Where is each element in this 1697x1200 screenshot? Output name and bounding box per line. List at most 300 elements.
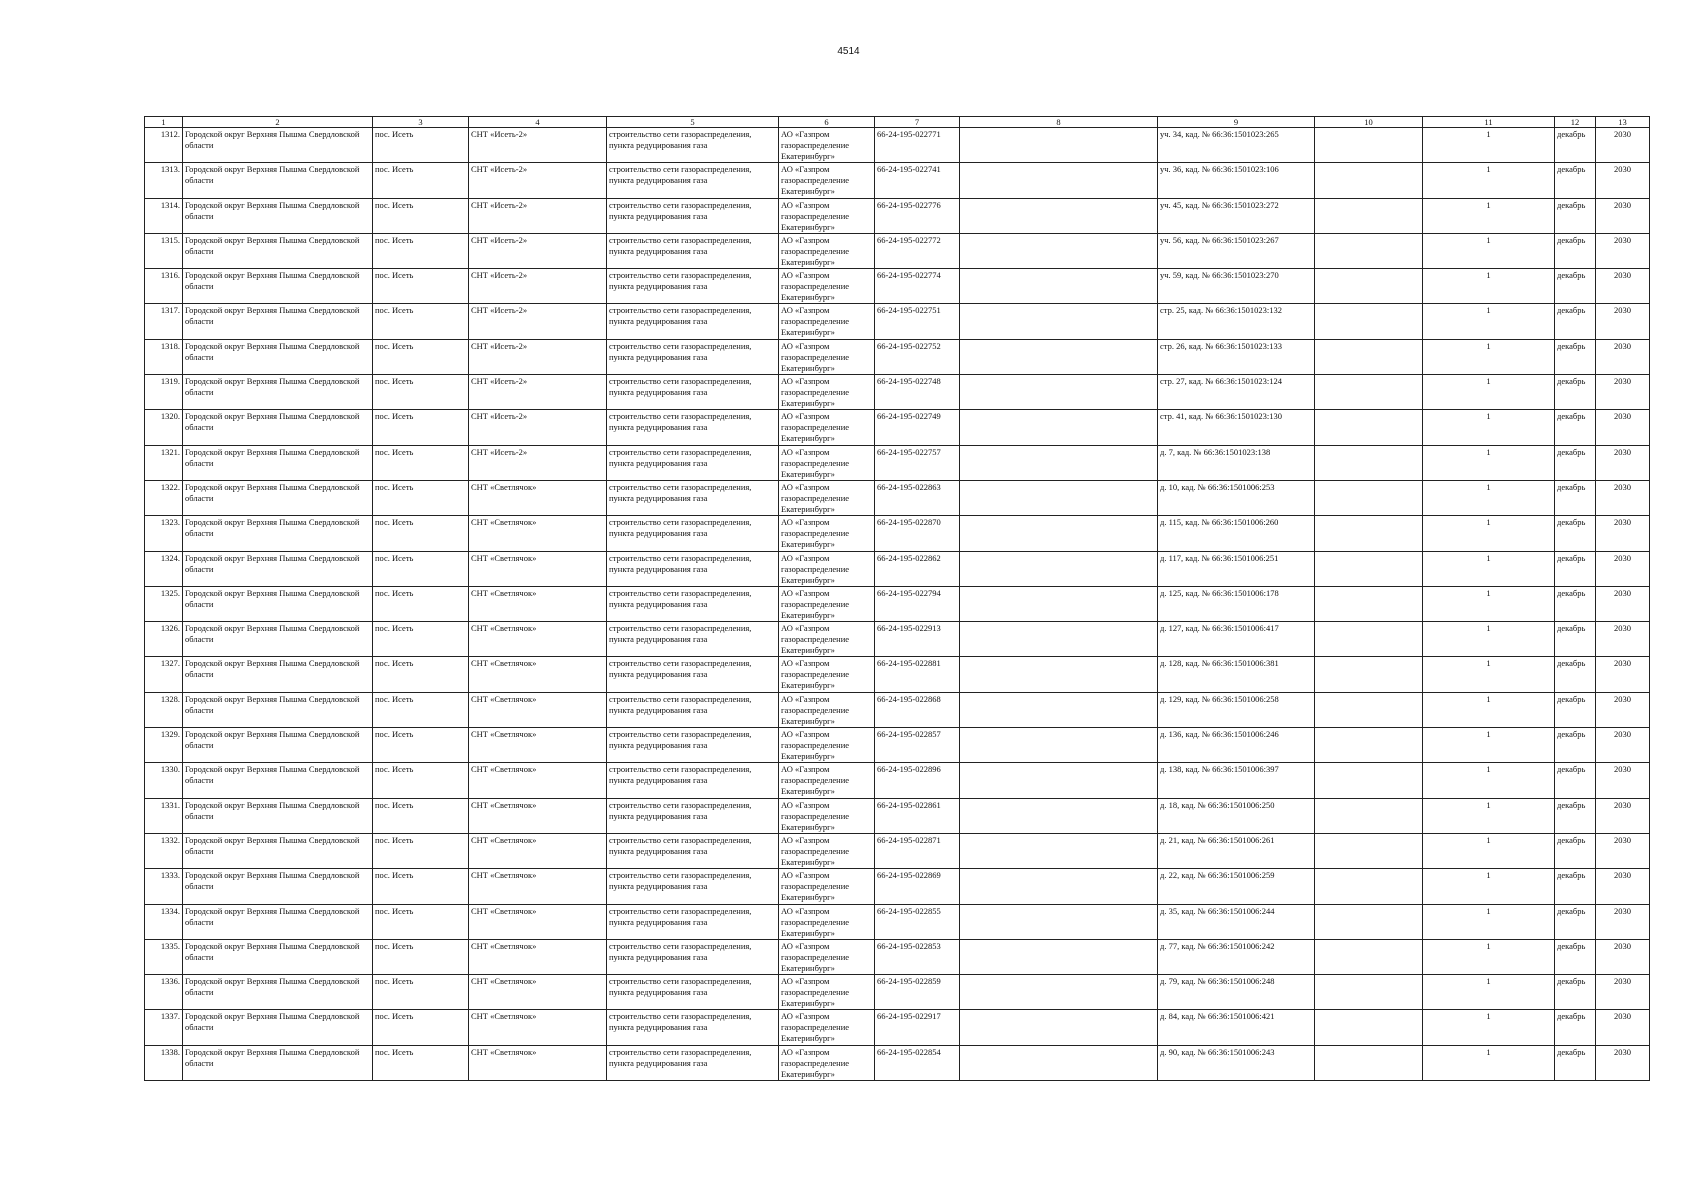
cell-settlement: пос. Исеть — [373, 198, 469, 233]
table-row — [145, 480, 1650, 515]
cell-work-type: строительство сети газораспределения, пункта редуцирования газа — [607, 445, 779, 480]
cell-row-number: 1338. — [145, 1045, 183, 1080]
table-row — [145, 516, 1650, 551]
cell-plot-address: стр. 26, кад. № 66:36:1501023:133 — [1158, 339, 1315, 374]
cell-year: 2030 — [1596, 586, 1650, 621]
cell-request-number: 66-24-195-022862 — [875, 551, 960, 586]
cell-plot-address: уч. 36, кад. № 66:36:1501023:106 — [1158, 163, 1315, 198]
cell-year: 2030 — [1596, 551, 1650, 586]
cell-blank-cell — [960, 445, 1158, 480]
column-header: 4 — [469, 117, 607, 128]
cell-request-number: 66-24-195-022863 — [875, 480, 960, 515]
cell-snt-name: СНТ «Исеть-2» — [469, 128, 607, 163]
cell-month: декабрь — [1555, 939, 1596, 974]
cell-municipality: Городской округ Верхняя Пышма Свердловской области — [183, 1010, 373, 1045]
cell-month: декабрь — [1555, 657, 1596, 692]
table-row — [145, 445, 1650, 480]
cell-municipality: Городской округ Верхняя Пышма Свердловской области — [183, 657, 373, 692]
cell-year: 2030 — [1596, 763, 1650, 798]
cell-request-number: 66-24-195-022771 — [875, 128, 960, 163]
cell-settlement: пос. Исеть — [373, 480, 469, 515]
cell-blank-cell — [1315, 763, 1423, 798]
cell-plot-address: д. 18, кад. № 66:36:1501006:250 — [1158, 798, 1315, 833]
cell-municipality: Городской округ Верхняя Пышма Свердловской области — [183, 198, 373, 233]
cell-snt-name: СНТ «Светлячок» — [469, 763, 607, 798]
cell-plot-address: д. 127, кад. № 66:36:1501006:417 — [1158, 622, 1315, 657]
cell-settlement: пос. Исеть — [373, 869, 469, 904]
page-number: 4514 — [837, 46, 860, 57]
cell-blank-cell — [1315, 551, 1423, 586]
cell-plot-address: стр. 41, кад. № 66:36:1501023:130 — [1158, 410, 1315, 445]
cell-blank-cell — [960, 692, 1158, 727]
cell-work-type: строительство сети газораспределения, пункта редуцирования газа — [607, 233, 779, 268]
cell-row-number: 1336. — [145, 975, 183, 1010]
cell-row-number: 1333. — [145, 869, 183, 904]
table-row — [145, 410, 1650, 445]
column-header: 5 — [607, 117, 779, 128]
cell-snt-name: СНТ «Светлячок» — [469, 904, 607, 939]
table-row — [145, 763, 1650, 798]
cell-year: 2030 — [1596, 375, 1650, 410]
cell-municipality: Городской округ Верхняя Пышма Свердловской области — [183, 551, 373, 586]
cell-settlement: пос. Исеть — [373, 1010, 469, 1045]
cell-municipality: Городской округ Верхняя Пышма Свердловской области — [183, 269, 373, 304]
cell-operator: АО «Газпром газораспределение Екатеринбург» — [779, 939, 875, 974]
cell-blank-cell — [960, 339, 1158, 374]
column-header: 12 — [1555, 117, 1596, 128]
cell-operator: АО «Газпром газораспределение Екатеринбург» — [779, 728, 875, 763]
cell-blank-cell — [1315, 163, 1423, 198]
cell-plot-address: д. 22, кад. № 66:36:1501006:259 — [1158, 869, 1315, 904]
cell-settlement: пос. Исеть — [373, 798, 469, 833]
cell-row-number: 1328. — [145, 692, 183, 727]
cell-blank-cell — [1315, 728, 1423, 763]
cell-month: декабрь — [1555, 622, 1596, 657]
cell-plot-address: стр. 25, кад. № 66:36:1501023:132 — [1158, 304, 1315, 339]
cell-year: 2030 — [1596, 692, 1650, 727]
cell-request-number: 66-24-195-022794 — [875, 586, 960, 621]
cell-row-number: 1327. — [145, 657, 183, 692]
cell-plot-address: д. 84, кад. № 66:36:1501006:421 — [1158, 1010, 1315, 1045]
cell-blank-cell — [960, 763, 1158, 798]
cell-operator: АО «Газпром газораспределение Екатеринбург» — [779, 763, 875, 798]
cell-operator: АО «Газпром газораспределение Екатеринбург» — [779, 410, 875, 445]
cell-request-number: 66-24-195-022871 — [875, 833, 960, 868]
cell-blank-cell — [1315, 128, 1423, 163]
cell-year: 2030 — [1596, 904, 1650, 939]
cell-month: декабрь — [1555, 269, 1596, 304]
cell-settlement: пос. Исеть — [373, 410, 469, 445]
cell-row-number: 1334. — [145, 904, 183, 939]
cell-row-number: 1321. — [145, 445, 183, 480]
cell-blank-cell — [1315, 304, 1423, 339]
cell-blank-cell — [960, 269, 1158, 304]
cell-month: декабрь — [1555, 798, 1596, 833]
cell-request-number: 66-24-195-022853 — [875, 939, 960, 974]
table-row — [145, 269, 1650, 304]
cell-year: 2030 — [1596, 339, 1650, 374]
cell-snt-name: СНТ «Исеть-2» — [469, 233, 607, 268]
cell-operator: АО «Газпром газораспределение Екатеринбург» — [779, 904, 875, 939]
cell-month: декабрь — [1555, 904, 1596, 939]
cell-plot-address: д. 79, кад. № 66:36:1501006:248 — [1158, 975, 1315, 1010]
cell-operator: АО «Газпром газораспределение Екатеринбург» — [779, 622, 875, 657]
cell-month: декабрь — [1555, 375, 1596, 410]
cell-snt-name: СНТ «Светлячок» — [469, 692, 607, 727]
cell-settlement: пос. Исеть — [373, 622, 469, 657]
cell-month: декабрь — [1555, 1010, 1596, 1045]
cell-work-type: строительство сети газораспределения, пункта редуцирования газа — [607, 833, 779, 868]
cell-blank-cell — [1315, 516, 1423, 551]
cell-request-number: 66-24-195-022868 — [875, 692, 960, 727]
cell-snt-name: СНТ «Светлячок» — [469, 1010, 607, 1045]
cell-operator: АО «Газпром газораспределение Екатеринбург» — [779, 798, 875, 833]
cell-row-number: 1322. — [145, 480, 183, 515]
cell-year: 2030 — [1596, 198, 1650, 233]
table-row — [145, 304, 1650, 339]
cell-work-type: строительство сети газораспределения, пункта редуцирования газа — [607, 869, 779, 904]
cell-municipality: Городской округ Верхняя Пышма Свердловской области — [183, 833, 373, 868]
cell-municipality: Городской округ Верхняя Пышма Свердловской области — [183, 586, 373, 621]
cell-settlement: пос. Исеть — [373, 1045, 469, 1080]
cell-plot-address: уч. 56, кад. № 66:36:1501023:267 — [1158, 233, 1315, 268]
cell-settlement: пос. Исеть — [373, 163, 469, 198]
cell-municipality: Городской округ Верхняя Пышма Свердловской области — [183, 692, 373, 727]
cell-row-number: 1320. — [145, 410, 183, 445]
cell-request-number: 66-24-195-022896 — [875, 763, 960, 798]
cell-quantity: 1 — [1423, 375, 1555, 410]
cell-operator: АО «Газпром газораспределение Екатеринбург» — [779, 480, 875, 515]
cell-snt-name: СНТ «Исеть-2» — [469, 339, 607, 374]
table-row — [145, 869, 1650, 904]
cell-blank-cell — [1315, 410, 1423, 445]
cell-municipality: Городской округ Верхняя Пышма Свердловской области — [183, 480, 373, 515]
column-header: 11 — [1423, 117, 1555, 128]
cell-blank-cell — [1315, 622, 1423, 657]
column-header: 8 — [960, 117, 1158, 128]
table-row — [145, 163, 1650, 198]
cell-settlement: пос. Исеть — [373, 904, 469, 939]
cell-request-number: 66-24-195-022855 — [875, 904, 960, 939]
cell-plot-address: уч. 45, кад. № 66:36:1501023:272 — [1158, 198, 1315, 233]
cell-settlement: пос. Исеть — [373, 551, 469, 586]
cell-year: 2030 — [1596, 622, 1650, 657]
cell-blank-cell — [1315, 939, 1423, 974]
cell-blank-cell — [1315, 904, 1423, 939]
cell-plot-address: д. 138, кад. № 66:36:1501006:397 — [1158, 763, 1315, 798]
cell-blank-cell — [1315, 1010, 1423, 1045]
table-row — [145, 622, 1650, 657]
cell-snt-name: СНТ «Светлячок» — [469, 657, 607, 692]
cell-year: 2030 — [1596, 304, 1650, 339]
cell-settlement: пос. Исеть — [373, 445, 469, 480]
cell-row-number: 1324. — [145, 551, 183, 586]
cell-snt-name: СНТ «Светлячок» — [469, 1045, 607, 1080]
cell-month: декабрь — [1555, 586, 1596, 621]
cell-request-number: 66-24-195-022774 — [875, 269, 960, 304]
cell-plot-address: уч. 59, кад. № 66:36:1501023:270 — [1158, 269, 1315, 304]
cell-blank-cell — [960, 1010, 1158, 1045]
cell-work-type: строительство сети газораспределения, пункта редуцирования газа — [607, 1045, 779, 1080]
cell-year: 2030 — [1596, 163, 1650, 198]
cell-quantity: 1 — [1423, 128, 1555, 163]
cell-work-type: строительство сети газораспределения, пункта редуцирования газа — [607, 904, 779, 939]
cell-snt-name: СНТ «Исеть-2» — [469, 198, 607, 233]
table-row — [145, 1010, 1650, 1045]
cell-blank-cell — [960, 233, 1158, 268]
table-row — [145, 233, 1650, 268]
cell-month: декабрь — [1555, 198, 1596, 233]
cell-year: 2030 — [1596, 410, 1650, 445]
cell-work-type: строительство сети газораспределения, пункта редуцирования газа — [607, 339, 779, 374]
cell-operator: АО «Газпром газораспределение Екатеринбург» — [779, 869, 875, 904]
cell-settlement: пос. Исеть — [373, 833, 469, 868]
cell-row-number: 1314. — [145, 198, 183, 233]
cell-municipality: Городской округ Верхняя Пышма Свердловской области — [183, 798, 373, 833]
column-header: 7 — [875, 117, 960, 128]
cell-snt-name: СНТ «Светлячок» — [469, 622, 607, 657]
cell-blank-cell — [960, 198, 1158, 233]
cell-snt-name: СНТ «Светлячок» — [469, 939, 607, 974]
cell-month: декабрь — [1555, 833, 1596, 868]
cell-blank-cell — [960, 551, 1158, 586]
cell-snt-name: СНТ «Светлячок» — [469, 975, 607, 1010]
column-header: 3 — [373, 117, 469, 128]
cell-row-number: 1335. — [145, 939, 183, 974]
cell-month: декабрь — [1555, 728, 1596, 763]
cell-plot-address: д. 10, кад. № 66:36:1501006:253 — [1158, 480, 1315, 515]
table-row — [145, 339, 1650, 374]
table-row — [145, 728, 1650, 763]
cell-month: декабрь — [1555, 975, 1596, 1010]
cell-quantity: 1 — [1423, 833, 1555, 868]
cell-settlement: пос. Исеть — [373, 269, 469, 304]
cell-blank-cell — [1315, 692, 1423, 727]
cell-operator: АО «Газпром газораспределение Екатеринбург» — [779, 445, 875, 480]
cell-year: 2030 — [1596, 833, 1650, 868]
cell-municipality: Городской округ Верхняя Пышма Свердловской области — [183, 904, 373, 939]
cell-quantity: 1 — [1423, 551, 1555, 586]
cell-operator: АО «Газпром газораспределение Екатеринбург» — [779, 163, 875, 198]
cell-operator: АО «Газпром газораспределение Екатеринбург» — [779, 375, 875, 410]
cell-work-type: строительство сети газораспределения, пункта редуцирования газа — [607, 198, 779, 233]
cell-year: 2030 — [1596, 269, 1650, 304]
cell-work-type: строительство сети газораспределения, пункта редуцирования газа — [607, 657, 779, 692]
cell-snt-name: СНТ «Исеть-2» — [469, 269, 607, 304]
cell-municipality: Городской округ Верхняя Пышма Свердловской области — [183, 728, 373, 763]
cell-operator: АО «Газпром газораспределение Екатеринбург» — [779, 657, 875, 692]
cell-plot-address: стр. 27, кад. № 66:36:1501023:124 — [1158, 375, 1315, 410]
cell-snt-name: СНТ «Исеть-2» — [469, 410, 607, 445]
cell-request-number: 66-24-195-022741 — [875, 163, 960, 198]
cell-municipality: Городской округ Верхняя Пышма Свердловской области — [183, 516, 373, 551]
cell-row-number: 1315. — [145, 233, 183, 268]
cell-blank-cell — [960, 869, 1158, 904]
cell-operator: АО «Газпром газораспределение Екатеринбург» — [779, 128, 875, 163]
cell-blank-cell — [960, 622, 1158, 657]
cell-municipality: Городской округ Верхняя Пышма Свердловской области — [183, 622, 373, 657]
cell-settlement: пос. Исеть — [373, 939, 469, 974]
cell-snt-name: СНТ «Исеть-2» — [469, 304, 607, 339]
cell-operator: АО «Газпром газораспределение Екатеринбург» — [779, 692, 875, 727]
cell-settlement: пос. Исеть — [373, 233, 469, 268]
cell-settlement: пос. Исеть — [373, 375, 469, 410]
cell-quantity: 1 — [1423, 233, 1555, 268]
cell-work-type: строительство сети газораспределения, пункта редуцирования газа — [607, 163, 779, 198]
cell-month: декабрь — [1555, 869, 1596, 904]
cell-row-number: 1326. — [145, 622, 183, 657]
table-row — [145, 975, 1650, 1010]
cell-snt-name: СНТ «Светлячок» — [469, 586, 607, 621]
cell-request-number: 66-24-195-022861 — [875, 798, 960, 833]
cell-quantity: 1 — [1423, 339, 1555, 374]
cell-year: 2030 — [1596, 233, 1650, 268]
cell-blank-cell — [1315, 833, 1423, 868]
table-body — [145, 128, 1650, 1081]
column-header: 1 — [145, 117, 183, 128]
table-row — [145, 551, 1650, 586]
cell-request-number: 66-24-195-022859 — [875, 975, 960, 1010]
cell-quantity: 1 — [1423, 163, 1555, 198]
cell-plot-address: уч. 34, кад. № 66:36:1501023:265 — [1158, 128, 1315, 163]
table-row — [145, 586, 1650, 621]
cell-operator: АО «Газпром газораспределение Екатеринбург» — [779, 586, 875, 621]
cell-quantity: 1 — [1423, 869, 1555, 904]
cell-settlement: пос. Исеть — [373, 728, 469, 763]
cell-quantity: 1 — [1423, 304, 1555, 339]
cell-settlement: пос. Исеть — [373, 692, 469, 727]
cell-month: декабрь — [1555, 410, 1596, 445]
cell-work-type: строительство сети газораспределения, пункта редуцирования газа — [607, 128, 779, 163]
cell-blank-cell — [960, 480, 1158, 515]
cell-snt-name: СНТ «Светлячок» — [469, 551, 607, 586]
cell-snt-name: СНТ «Исеть-2» — [469, 163, 607, 198]
table-row — [145, 939, 1650, 974]
column-header: 10 — [1315, 117, 1423, 128]
cell-year: 2030 — [1596, 798, 1650, 833]
table-row — [145, 904, 1650, 939]
cell-month: декабрь — [1555, 233, 1596, 268]
cell-blank-cell — [960, 975, 1158, 1010]
cell-month: декабрь — [1555, 551, 1596, 586]
cell-operator: АО «Газпром газораспределение Екатеринбург» — [779, 516, 875, 551]
cell-row-number: 1332. — [145, 833, 183, 868]
cell-snt-name: СНТ «Светлячок» — [469, 516, 607, 551]
cell-blank-cell — [1315, 269, 1423, 304]
cell-quantity: 1 — [1423, 586, 1555, 621]
cell-blank-cell — [1315, 339, 1423, 374]
cell-plot-address: д. 136, кад. № 66:36:1501006:246 — [1158, 728, 1315, 763]
cell-request-number: 66-24-195-022913 — [875, 622, 960, 657]
cell-municipality: Городской округ Верхняя Пышма Свердловской области — [183, 339, 373, 374]
cell-quantity: 1 — [1423, 198, 1555, 233]
cell-work-type: строительство сети газораспределения, пункта редуцирования газа — [607, 728, 779, 763]
cell-row-number: 1318. — [145, 339, 183, 374]
cell-municipality: Городской округ Верхняя Пышма Свердловской области — [183, 233, 373, 268]
cell-year: 2030 — [1596, 975, 1650, 1010]
cell-request-number: 66-24-195-022757 — [875, 445, 960, 480]
cell-quantity: 1 — [1423, 480, 1555, 515]
cell-work-type: строительство сети газораспределения, пункта редуцирования газа — [607, 692, 779, 727]
cell-municipality: Городской округ Верхняя Пышма Свердловской области — [183, 375, 373, 410]
cell-blank-cell — [1315, 869, 1423, 904]
cell-quantity: 1 — [1423, 798, 1555, 833]
cell-municipality: Городской округ Верхняя Пышма Свердловской области — [183, 410, 373, 445]
cell-plot-address: д. 115, кад. № 66:36:1501006:260 — [1158, 516, 1315, 551]
cell-municipality: Городской округ Верхняя Пышма Свердловской области — [183, 1045, 373, 1080]
cell-quantity: 1 — [1423, 728, 1555, 763]
cell-municipality: Городской округ Верхняя Пышма Свердловской области — [183, 975, 373, 1010]
cell-year: 2030 — [1596, 869, 1650, 904]
cell-plot-address: д. 90, кад. № 66:36:1501006:243 — [1158, 1045, 1315, 1080]
cell-month: декабрь — [1555, 304, 1596, 339]
cell-municipality: Городской округ Верхняя Пышма Свердловской области — [183, 763, 373, 798]
cell-plot-address: д. 128, кад. № 66:36:1501006:381 — [1158, 657, 1315, 692]
cell-year: 2030 — [1596, 516, 1650, 551]
cell-blank-cell — [1315, 657, 1423, 692]
cell-blank-cell — [960, 410, 1158, 445]
cell-blank-cell — [960, 939, 1158, 974]
cell-blank-cell — [1315, 1045, 1423, 1080]
cell-row-number: 1329. — [145, 728, 183, 763]
cell-operator: АО «Газпром газораспределение Екатеринбург» — [779, 1010, 875, 1045]
column-header: 2 — [183, 117, 373, 128]
cell-row-number: 1313. — [145, 163, 183, 198]
cell-blank-cell — [960, 163, 1158, 198]
cell-work-type: строительство сети газораспределения, пункта редуцирования газа — [607, 516, 779, 551]
column-header: 6 — [779, 117, 875, 128]
cell-month: декабрь — [1555, 480, 1596, 515]
cell-operator: АО «Газпром газораспределение Екатеринбург» — [779, 233, 875, 268]
table-row — [145, 198, 1650, 233]
cell-year: 2030 — [1596, 1010, 1650, 1045]
cell-quantity: 1 — [1423, 1010, 1555, 1045]
cell-request-number: 66-24-195-022752 — [875, 339, 960, 374]
cell-work-type: строительство сети газораспределения, пункта редуцирования газа — [607, 1010, 779, 1045]
cell-blank-cell — [960, 128, 1158, 163]
table-row — [145, 692, 1650, 727]
cell-operator: АО «Газпром газораспределение Екатеринбург» — [779, 975, 875, 1010]
cell-quantity: 1 — [1423, 657, 1555, 692]
cell-settlement: пос. Исеть — [373, 763, 469, 798]
cell-settlement: пос. Исеть — [373, 128, 469, 163]
cell-month: декабрь — [1555, 692, 1596, 727]
cell-blank-cell — [1315, 445, 1423, 480]
cell-operator: АО «Газпром газораспределение Екатеринбург» — [779, 551, 875, 586]
cell-quantity: 1 — [1423, 1045, 1555, 1080]
cell-operator: АО «Газпром газораспределение Екатеринбург» — [779, 1045, 875, 1080]
cell-plot-address: д. 21, кад. № 66:36:1501006:261 — [1158, 833, 1315, 868]
cell-work-type: строительство сети газораспределения, пункта редуцирования газа — [607, 269, 779, 304]
cell-snt-name: СНТ «Светлячок» — [469, 480, 607, 515]
cell-blank-cell — [960, 516, 1158, 551]
cell-work-type: строительство сети газораспределения, пункта редуцирования газа — [607, 410, 779, 445]
table-row — [145, 833, 1650, 868]
cell-blank-cell — [960, 728, 1158, 763]
cell-blank-cell — [1315, 375, 1423, 410]
cell-row-number: 1325. — [145, 586, 183, 621]
cell-settlement: пос. Исеть — [373, 304, 469, 339]
cell-row-number: 1319. — [145, 375, 183, 410]
cell-operator: АО «Газпром газораспределение Екатеринбург» — [779, 339, 875, 374]
cell-blank-cell — [1315, 586, 1423, 621]
cell-blank-cell — [1315, 198, 1423, 233]
cell-year: 2030 — [1596, 1045, 1650, 1080]
column-header: 13 — [1596, 117, 1650, 128]
cell-row-number: 1317. — [145, 304, 183, 339]
cell-plot-address: д. 129, кад. № 66:36:1501006:258 — [1158, 692, 1315, 727]
table-row — [145, 798, 1650, 833]
